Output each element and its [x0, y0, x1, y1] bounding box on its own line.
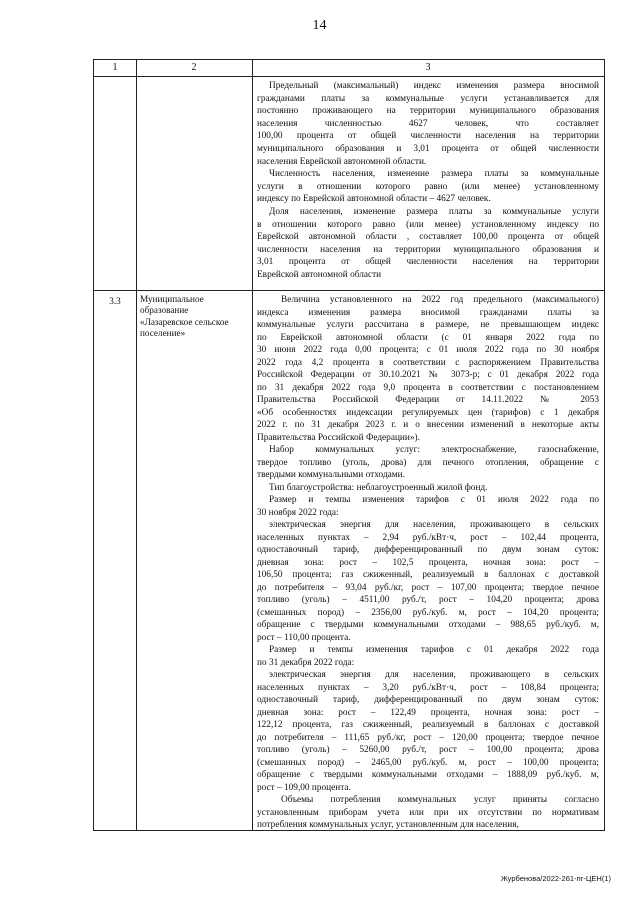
text-line: 122,12 процента, газ сжиженный, реализуемый в баллонах с доставкой — [257, 720, 599, 730]
section-name-line: Муниципальное — [140, 294, 204, 304]
text-line: (смешанных пород) – 2465,00 руб./куб. м, рост – 100,00 процента; — [257, 757, 599, 768]
text-line: 100,00 процента от общей численности населения на территории — [257, 131, 599, 142]
text-line: рост – 109,00 процента. — [257, 782, 351, 793]
column-divider-1 — [136, 60, 137, 830]
text-line: Российской Федерации от 30.10.2021 № 3073-р; с 01 декабря 2022 года — [257, 370, 599, 380]
page-number: 14 — [312, 18, 327, 33]
text-line: дневная зона: рост – 122,49 процента, ночная зона: рост – — [257, 707, 599, 718]
text-line: Предельный (максимальный) индекс изменения размера вносимой — [269, 81, 599, 91]
text-line: Доля населения, изменение размера платы за коммунальные услуги — [269, 206, 599, 217]
header-col-1: 1 — [112, 62, 118, 73]
text-line: обращение с твердыми коммунальными отходами – 1888,09 руб./куб. м, — [257, 770, 599, 780]
text-line: индекса изменения размера вносимой гражданами платы за — [257, 307, 599, 318]
text-line: населения Еврейской автономной области. — [257, 156, 427, 167]
text-line: в отношении которого равно (или менее) установленному индексу по — [257, 219, 599, 230]
data-table — [93, 59, 605, 831]
document-reference-footer: Журбенова/2022-261-пг-ЦЕН(1) — [500, 874, 611, 883]
text-line: 106,50 процента; газ сжиженный, реализуемый в баллонах с доставкой — [257, 570, 599, 580]
text-line: Величина установленного на 2022 год предельного (максимального) — [281, 295, 599, 305]
row-divider — [94, 290, 604, 291]
text-line: топливо (уголь) – 4511,00 руб./т, рост – 104,20 процента; дрова — [257, 595, 599, 605]
text-line: населения численностью 4627 человек, что составляет — [257, 118, 599, 129]
text-line: 3,01 процента от общей численности населения на территории — [257, 257, 599, 268]
text-line: до потребителя – 111,65 руб./кг, рост – 120,00 процента; твердое печное — [257, 732, 599, 743]
text-line: одноставочный тариф, дифференцированный по двум зонам суток: — [257, 545, 599, 555]
section-name-line: поселение» — [140, 327, 186, 338]
text-line: Размер и темпы изменения тарифов с 01 июля 2022 года по — [269, 495, 599, 505]
section-number: 3.3 — [109, 296, 121, 306]
header-col-2: 2 — [191, 62, 197, 73]
text-line: 30 июня 2022 года 0,00 процента; с 01 июля 2022 года по 30 ноября — [257, 345, 599, 355]
text-line: 30 ноября 2022 года: — [257, 507, 339, 518]
text-line: населенных пунктах – 2,94 руб./кВт·ч, рост – 102,44 процента, — [257, 532, 599, 543]
section-name — [140, 294, 250, 339]
text-line: дневная зона: рост – 102,5 процента, ночная зона: рост – — [257, 557, 599, 568]
text-line: Тип благоустройства: неблагоустроенный жилой фонд. — [269, 482, 488, 493]
text-line: по 31 декабря 2022 года 9,0 процента в соответствии с постановлением — [257, 382, 599, 393]
text-line: Еврейской автономной области — [257, 269, 382, 280]
text-line: потребления коммунальных услуг, установленным для населения, — [257, 820, 519, 830]
text-line: услуги в отношении которого равно (или менее) установленному — [257, 181, 599, 192]
text-line: обращение с твердыми коммунальными отходами – 988,65 руб./куб. м, — [257, 620, 599, 630]
header-col-3: 3 — [425, 62, 431, 73]
text-line: коммунальные услуги рассчитана в размере, не превышающем индекс — [257, 320, 599, 330]
text-line: Набор коммунальных услуг: электроснабжение, газоснабжение, — [269, 445, 599, 455]
text-line: установленным приборам учета или при их отсутствии по нормативам — [257, 807, 599, 818]
text-line: по 31 декабря 2022 года: — [257, 657, 355, 668]
text-line: гражданами платы за коммунальные услуги устанавливается для — [257, 93, 599, 104]
text-line: Правительства Российской Федерации»). — [257, 432, 420, 443]
column-divider-2 — [252, 60, 253, 830]
text-line: до потребителя – 93,04 руб./кг, рост – 107,00 процента; твердое печное — [257, 582, 599, 593]
text-line: муниципального образования и 3,01 процента от общей численности — [257, 143, 599, 154]
text-line: Размер и темпы изменения тарифов с 01 декабря 2022 года — [269, 645, 599, 655]
text-line: «Об особенностях индексации регулируемых цен (тарифов) с 1 декабря — [257, 407, 599, 418]
text-line: по Еврейской автономной области (с 01 января 2022 года по — [257, 332, 599, 343]
section-name-line: образование — [140, 305, 189, 316]
text-line: Еврейской автономной области , составляет 100,00 процента от общей — [257, 232, 599, 243]
text-line: Численность населения, изменение размера платы за коммунальные — [269, 169, 599, 180]
text-line: одноставочный тариф, дифференцированный по двум зонам суток: — [257, 695, 599, 705]
text-line: Правительства Российской Федерации от 14.11.2022 № 2053 — [257, 395, 599, 405]
section-name-line: «Лазаревское сельское — [140, 316, 229, 327]
text-line: 2022 года 4,2 процента в соответствии с распоряжением Правительства — [257, 357, 599, 368]
text-line: (смешанных пород) – 2356,00 руб./куб. м, рост – 104,20 процента; — [257, 607, 599, 618]
text-line: электрическая энергия для населения, проживающего в сельских — [269, 520, 599, 530]
text-line: численности населения на территории муниципального образования и — [257, 244, 599, 255]
row1-text-block — [257, 80, 599, 282]
text-line: Объемы потребления коммунальных услуг приняты согласно — [281, 795, 599, 805]
text-line: твердыми коммунальными отходами. — [257, 470, 405, 480]
text-line: топливо (уголь) – 5260,00 руб./т, рост – 100,00 процента; дрова — [257, 745, 599, 755]
text-line: твердое топливо (уголь, дрова) для печного отопления, обращение с — [257, 457, 599, 468]
row2-text-block — [257, 294, 599, 832]
text-line: электрическая энергия для населения, проживающего в сельских — [269, 670, 599, 680]
header-divider — [94, 76, 604, 77]
text-line: постоянно проживающего на территории муниципального образования — [257, 106, 599, 117]
text-line: рост – 110,00 процента. — [257, 632, 351, 643]
text-line: населенных пунктах – 3,20 руб./кВт·ч, рост – 108,84 процента; — [257, 682, 599, 693]
text-line: индексу по Еврейской автономной области – 4627 человек. — [257, 194, 491, 205]
text-line: 2022 г. по 31 декабря 2023 г. и о внесении изменений в некоторые акты — [257, 420, 599, 430]
